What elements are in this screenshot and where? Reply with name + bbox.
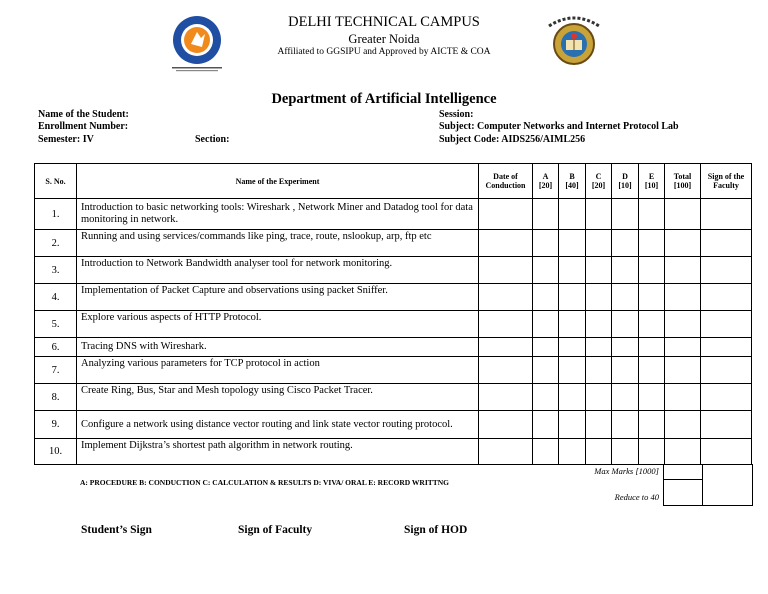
- row-number: 4.: [35, 284, 77, 311]
- col-b: B [40]: [559, 164, 586, 199]
- col-d: D [10]: [612, 164, 639, 199]
- experiment-name: Running and using services/commands like ping, trace, route, nslookup, arp, ftp etc: [77, 230, 479, 257]
- table-header-row: [35, 164, 752, 199]
- institution-name: DELHI TECHNICAL CAMPUS: [288, 14, 480, 30]
- col-experiment: Name of the Experiment: [77, 164, 479, 199]
- col-total: Total [100]: [665, 164, 701, 199]
- experiment-name: Explore various aspects of HTTP Protocol.: [77, 311, 479, 338]
- session-label: Session:: [439, 109, 474, 120]
- table-row: [35, 411, 752, 439]
- row-number: 2.: [35, 230, 77, 257]
- reduce-label: Reduce to 40: [614, 492, 659, 502]
- experiment-name: Analyzing various parameters for TCP protocol in action: [77, 357, 479, 384]
- max-marks-label: Max Marks [1000]: [594, 466, 659, 476]
- table-row: [35, 257, 752, 284]
- student-name-label: Name of the Student:: [38, 109, 129, 120]
- student-sign-label: Student’s Sign: [81, 524, 152, 536]
- table-row: [35, 199, 752, 230]
- table-row: [35, 439, 752, 465]
- department-title: Department of Artificial Intelligence: [271, 91, 497, 107]
- col-e: E [10]: [639, 164, 665, 199]
- reduce-box: [663, 480, 703, 506]
- row-number: 5.: [35, 311, 77, 338]
- max-marks-box: [663, 464, 703, 480]
- experiment-marks-table: [34, 163, 752, 465]
- col-sno: S. No.: [35, 164, 77, 199]
- experiment-name: Implement Dijkstra’s shortest path algorithm in network routing.: [77, 439, 479, 465]
- row-number: 3.: [35, 257, 77, 284]
- experiment-name: Configure a network using distance vector routing and link state vector routing protocol.: [77, 411, 479, 439]
- experiment-name: Introduction to Network Bandwidth analyser tool for network monitoring.: [77, 257, 479, 284]
- col-a: A [20]: [533, 164, 559, 199]
- experiment-name: Implementation of Packet Capture and observations using packet Sniffer.: [77, 284, 479, 311]
- table-row: [35, 357, 752, 384]
- table-row: [35, 311, 752, 338]
- col-date: Date of Conduction: [479, 164, 533, 199]
- hod-sign-label: Sign of HOD: [404, 524, 468, 536]
- row-number: 10.: [35, 439, 77, 465]
- section-label: Section:: [195, 134, 230, 145]
- col-faculty-sign: Sign of the Faculty: [701, 164, 752, 199]
- row-number: 8.: [35, 384, 77, 411]
- row-number: 6.: [35, 338, 77, 357]
- faculty-sign-label: Sign of Faculty: [238, 524, 313, 536]
- faculty-summary-box: [701, 464, 753, 506]
- institution-location: Greater Noida: [348, 32, 420, 46]
- marks-legend: A: PROCEDURE B: CONDUCTION C: CALCULATION & RESULTS D: VIVA/ ORAL E: RECORD WRITTNG: [80, 478, 450, 487]
- table-row: [35, 230, 752, 257]
- col-c: C [20]: [586, 164, 612, 199]
- table-row: [35, 284, 752, 311]
- subject-label: Subject: Computer Networks and Internet Protocol Lab: [439, 121, 679, 132]
- experiment-name: Create Ring, Bus, Star and Mesh topology using Cisco Packet Tracer.: [77, 384, 479, 411]
- enrollment-label: Enrollment Number:: [38, 121, 129, 132]
- table-row: [35, 384, 752, 411]
- row-number: 9.: [35, 411, 77, 439]
- semester-label: Semester: IV: [38, 134, 94, 145]
- row-number: 1.: [35, 199, 77, 230]
- experiment-name: Tracing DNS with Wireshark.: [77, 338, 479, 357]
- row-number: 7.: [35, 357, 77, 384]
- subject-code-label: Subject Code: AIDS256/AIML256: [439, 134, 586, 145]
- table-row: [35, 338, 752, 357]
- experiment-name: Introduction to basic networking tools: Wireshark , Network Miner and Datadog tool for data monitoring in network.: [77, 199, 479, 230]
- institution-affiliation: Affiliated to GGSIPU and Approved by AICTE & COA: [277, 47, 491, 57]
